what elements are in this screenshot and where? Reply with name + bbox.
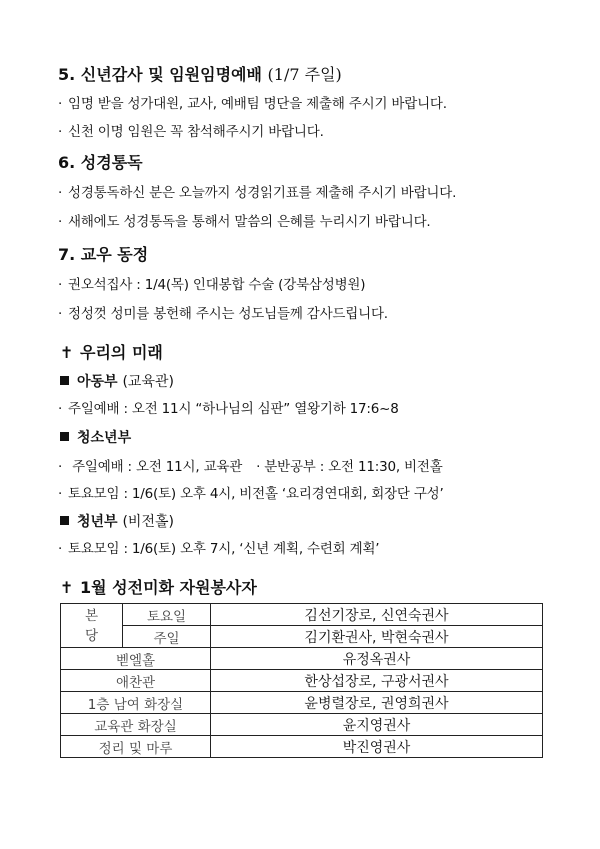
young-adult-dept-heading (60, 511, 174, 531)
table-cell-names: 윤지영권사 (211, 714, 543, 736)
section-5-item-2: · 신천 이명 임원은 꼭 참석해주시기 바랍니다. (58, 120, 324, 140)
table-cell-names: 윤병렬장로, 권영희권사 (211, 692, 543, 714)
bondang-label: 본 당 (61, 604, 123, 648)
table-cell-place: 벧엘홀 (61, 648, 211, 670)
future-title: 우리의 미래 (80, 343, 163, 362)
youth-class: 분반공부 : 오전 11:30, 비전홀 (264, 459, 443, 475)
table-cell-place: 토요일 (123, 604, 211, 626)
table-row (61, 692, 543, 714)
section-6-item-2: · 새해에도 성경통독을 통해서 말씀의 은혜를 누리시기 바랍니다. (58, 210, 431, 230)
youth-item-2: · 토요모임 : 1/6(토) 오후 4시, 비전홀 ‘요리경연대회, 회장단 구성’ (58, 482, 444, 502)
section-title: 성경통독 (80, 153, 143, 172)
section-7-item-2: · 정성껏 성미를 봉헌해 주시는 성도님들께 감사드립니다. (58, 302, 388, 322)
table-row (61, 736, 543, 758)
section-6-item-1: · 성경통독하신 분은 오늘까지 성경읽기표를 제출해 주시기 바랍니다. (58, 181, 456, 201)
table-row (61, 626, 543, 648)
future-heading (60, 340, 163, 363)
table-cell-names: 김기환권사, 박현숙권사 (211, 626, 543, 648)
section-6-heading (58, 150, 143, 173)
table-row (61, 604, 543, 626)
square-bullet-icon (60, 376, 69, 385)
section-7-heading (58, 242, 148, 265)
group-place: (비전홀) (122, 514, 174, 530)
group-place: (교육관) (122, 374, 174, 390)
section-number: 7. (58, 245, 76, 264)
group-name: 청년부 (77, 514, 118, 530)
table-cell-place: 정리 및 마루 (61, 736, 211, 758)
cross-icon: ✝ (60, 578, 74, 597)
children-dept-heading (60, 371, 174, 391)
children-item-1: · 주일예배 : 오전 11시 “하나님의 심판” 열왕기하 17:6~8 (58, 397, 399, 417)
table-cell-place: 1층 남여 화장실 (61, 692, 211, 714)
young-adult-item-1: · 토요모임 : 1/6(토) 오후 7시, ‘신년 계획, 수련회 계획’ (58, 537, 379, 557)
group-name: 청소년부 (77, 430, 132, 446)
cross-icon: ✝ (60, 343, 74, 362)
youth-item-1: · 주일예배 : 오전 11시, 교육관 · 분반공부 : 오전 11:30, 비전홀 (58, 455, 443, 475)
table-row (61, 670, 543, 692)
youth-dept-heading (60, 427, 131, 447)
table-row (61, 714, 543, 736)
volunteers-table (60, 603, 543, 758)
section-5-item-1: · 임명 받을 성가대원, 교사, 예배팀 명단을 제출해 주시기 바랍니다. (58, 92, 447, 112)
table-cell-place: 주일 (123, 626, 211, 648)
section-title: 교우 동정 (80, 245, 149, 264)
section-number: 5. (58, 65, 76, 84)
table-row (61, 648, 543, 670)
group-name: 아동부 (77, 374, 118, 390)
section-date: (1/7 주일) (267, 65, 342, 84)
youth-worship: 주일예배 : 오전 11시, 교육관 (72, 459, 243, 475)
section-number: 6. (58, 153, 76, 172)
square-bullet-icon (60, 432, 69, 441)
section-5-heading (58, 62, 342, 85)
section-7-item-1: · 권오석집사 : 1/4(목) 인대봉합 수술 (강북삼성병원) (58, 273, 365, 293)
table-cell-names: 유정옥권사 (211, 648, 543, 670)
table-cell-place: 애찬관 (61, 670, 211, 692)
table-cell-names: 박진영권사 (211, 736, 543, 758)
table-cell-names: 김선기장로, 신연숙권사 (211, 604, 543, 626)
square-bullet-icon (60, 516, 69, 525)
volunteers-title: 1월 성전미화 자원봉사자 (80, 578, 257, 597)
table-cell-names: 한상섭장로, 구광서권사 (211, 670, 543, 692)
table-cell-place: 교육관 화장실 (61, 714, 211, 736)
volunteers-heading (60, 575, 257, 598)
section-title: 신년감사 및 임원임명예배 (80, 65, 262, 84)
